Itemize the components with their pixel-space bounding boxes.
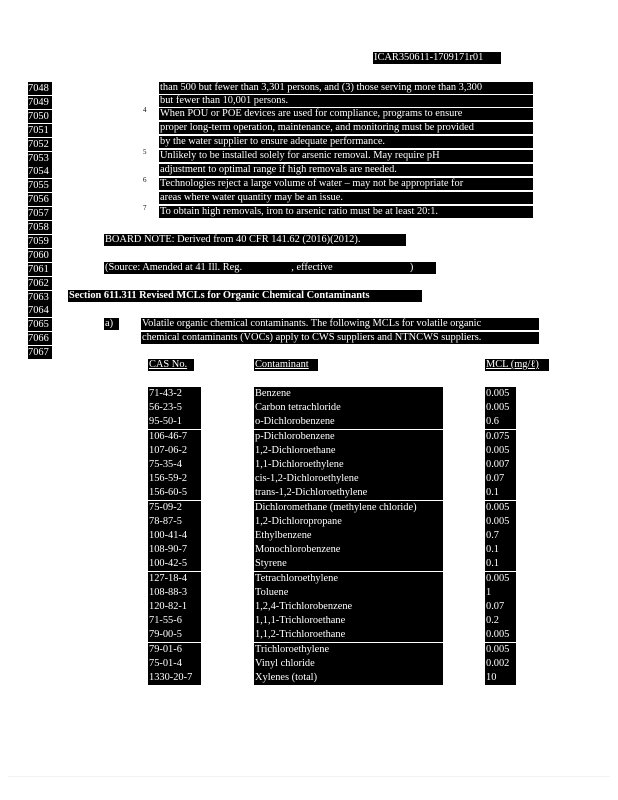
line-number: 7067 — [28, 346, 52, 359]
cas-cell: 108-90-7 — [148, 543, 201, 557]
cas-cell: 108-88-3 — [148, 586, 201, 600]
cas-cell: 107-06-2 — [148, 444, 201, 458]
line-number: 7061 — [28, 263, 52, 276]
line-number: 7053 — [28, 152, 52, 165]
footnote-text-line: When POU or POE devices are used for compliance, programs to ensure — [159, 108, 533, 120]
mcl-cell: 0.6 — [485, 415, 516, 429]
mcl-cell: 0.005 — [485, 572, 516, 586]
table-row — [0, 501, 618, 515]
cas-cell: 156-59-2 — [148, 472, 201, 486]
line-number: 7063 — [28, 291, 52, 304]
footnote-marker: 7 — [143, 204, 147, 212]
mcl-cell: 0.1 — [485, 543, 516, 557]
contaminant-cell: 1,2-Dichloropropane — [254, 515, 443, 529]
table-row — [0, 458, 618, 472]
line-number: 7058 — [28, 221, 52, 234]
contaminant-cell: o-Dichlorobenzene — [254, 415, 443, 429]
cas-cell: 156-60-5 — [148, 486, 201, 500]
footnote-text-line: areas where water quantity may be an issue. — [159, 192, 533, 204]
table-row — [0, 444, 618, 458]
cas-cell: 75-09-2 — [148, 501, 201, 515]
contaminant-cell: 1,2-Dichloroethane — [254, 444, 443, 458]
page-bottom-rule — [8, 776, 610, 777]
footnote-marker: 4 — [143, 106, 147, 114]
line-number: 7050 — [28, 110, 52, 123]
mcl-cell: 10 — [485, 671, 516, 685]
footnote-text-line: but fewer than 10,001 persons. — [159, 95, 533, 107]
contaminant-cell: Xylenes (total) — [254, 671, 443, 685]
source-note-effective: , effective — [291, 262, 333, 273]
contaminant-cell: cis-1,2-Dichloroethylene — [254, 472, 443, 486]
mcl-cell: 0.005 — [485, 628, 516, 642]
mcl-cell: 0.005 — [485, 444, 516, 458]
cas-cell: 100-41-4 — [148, 529, 201, 543]
footnote-marker: 6 — [143, 176, 147, 184]
contaminant-cell: Toluene — [254, 586, 443, 600]
mcl-cell: 1 — [485, 586, 516, 600]
mcl-cell: 0.075 — [485, 430, 516, 444]
line-number: 7065 — [28, 318, 52, 331]
contaminant-cell: Vinyl chloride — [254, 657, 443, 671]
cas-cell: 127-18-4 — [148, 572, 201, 586]
table-row — [0, 557, 618, 571]
section-heading: Section 611.311 Revised MCLs for Organic Chemical Contaminants — [68, 290, 422, 302]
table-row — [0, 643, 618, 657]
mcl-cell: 0.005 — [485, 643, 516, 657]
cas-cell: 56-23-5 — [148, 401, 201, 415]
line-number: 7051 — [28, 124, 52, 137]
line-number: 7048 — [28, 82, 52, 95]
footnote-marker: 5 — [143, 148, 147, 156]
board-note: BOARD NOTE: Derived from 40 CFR 141.62 (2016)(2012). — [104, 234, 406, 246]
contaminant-cell: Ethylbenzene — [254, 529, 443, 543]
line-number: 7052 — [28, 138, 52, 151]
mcl-cell: 0.1 — [485, 486, 516, 500]
mcl-cell: 0.007 — [485, 458, 516, 472]
line-number: 7060 — [28, 249, 52, 262]
contaminant-cell: Trichloroethylene — [254, 643, 443, 657]
table-row — [0, 430, 618, 444]
contaminant-cell: 1,2,4-Trichlorobenzene — [254, 600, 443, 614]
cas-cell: 100-42-5 — [148, 557, 201, 571]
table-row — [0, 586, 618, 600]
mcl-cell: 0.005 — [485, 501, 516, 515]
table-row — [0, 415, 618, 429]
cas-cell: 75-01-4 — [148, 657, 201, 671]
cas-cell: 79-00-5 — [148, 628, 201, 642]
footnote-text-line: than 500 but fewer than 3,301 persons, and (3) those serving more than 3,300 — [159, 82, 533, 94]
footnote-text-line: Technologies reject a large volume of water – may not be appropriate for — [159, 178, 533, 190]
mcl-cell: 0.005 — [485, 515, 516, 529]
cas-cell: 95-50-1 — [148, 415, 201, 429]
table-row — [0, 543, 618, 557]
contaminant-cell: 1,1,1-Trichloroethane — [254, 614, 443, 628]
source-note — [104, 262, 436, 274]
mcl-cell: 0.1 — [485, 557, 516, 571]
contaminant-cell: Monochlorobenzene — [254, 543, 443, 557]
table-row — [0, 600, 618, 614]
footnote-text-line: adjustment to optimal range if high removals are needed. — [159, 164, 533, 176]
footnote-text-line: proper long-term operation, maintenance, and monitoring must be provided — [159, 122, 533, 134]
table-row — [0, 614, 618, 628]
mcl-cell: 0.7 — [485, 529, 516, 543]
line-number: 7049 — [28, 96, 52, 109]
line-number: 7062 — [28, 277, 52, 290]
table-row — [0, 628, 618, 642]
contaminant-cell: p-Dichlorobenzene — [254, 430, 443, 444]
contaminant-cell: Dichloromethane (methylene chloride) — [254, 501, 443, 515]
line-number: 7055 — [28, 179, 52, 192]
cas-cell: 1330-20-7 — [148, 671, 201, 685]
table-row — [0, 515, 618, 529]
mcl-cell: 0.005 — [485, 387, 516, 401]
contaminant-cell: Tetrachloroethylene — [254, 572, 443, 586]
table-row — [0, 472, 618, 486]
table-row — [0, 671, 618, 685]
line-number: 7057 — [28, 207, 52, 220]
contaminant-cell: 1,1-Dichloroethylene — [254, 458, 443, 472]
cas-cell: 120-82-1 — [148, 600, 201, 614]
document-code: ICAR350611-1709171r01 — [373, 52, 501, 64]
source-note-prefix: (Source: Amended at 41 Ill. Reg. — [105, 262, 243, 273]
footnote-text-line: Unlikely to be installed solely for arsenic removal. May require pH — [159, 150, 533, 162]
mcl-cell: 0.2 — [485, 614, 516, 628]
cas-cell: 75-35-4 — [148, 458, 201, 472]
line-number: 7059 — [28, 235, 52, 248]
subsection-text-line: Volatile organic chemical contaminants. The following MCLs for volatile organic — [141, 318, 539, 330]
mcl-cell: 0.07 — [485, 600, 516, 614]
footnote-text-line: by the water supplier to ensure adequate performance. — [159, 136, 533, 148]
table-row — [0, 572, 618, 586]
mcl-cell: 0.005 — [485, 401, 516, 415]
cas-cell: 106-46-7 — [148, 430, 201, 444]
mcl-cell: 0.07 — [485, 472, 516, 486]
table-header-contaminant: Contaminant — [254, 359, 318, 371]
contaminant-cell: Carbon tetrachloride — [254, 401, 443, 415]
line-number: 7056 — [28, 193, 52, 206]
line-number: 7064 — [28, 304, 52, 317]
source-note-suffix: ) — [409, 262, 414, 273]
contaminant-cell: Styrene — [254, 557, 443, 571]
table-header-cas: CAS No. — [148, 359, 194, 371]
contaminant-cell: Benzene — [254, 387, 443, 401]
mcl-cell: 0.002 — [485, 657, 516, 671]
contaminant-cell: 1,1,2-Trichloroethane — [254, 628, 443, 642]
line-number: 7054 — [28, 165, 52, 178]
cas-cell: 71-43-2 — [148, 387, 201, 401]
subsection-label: a) — [104, 318, 119, 330]
footnote-text-line: To obtain high removals, iron to arsenic ratio must be at least 20:1. — [159, 206, 533, 218]
table-row — [0, 529, 618, 543]
subsection-text-line: chemical contaminants (VOCs) apply to CWS suppliers and NTNCWS suppliers. — [141, 332, 539, 344]
cas-cell: 79-01-6 — [148, 643, 201, 657]
table-header-mcl: MCL (mg/ℓ) — [485, 359, 549, 371]
table-row — [0, 486, 618, 500]
contaminant-cell: trans-1,2-Dichloroethylene — [254, 486, 443, 500]
line-number: 7066 — [28, 332, 52, 345]
table-row — [0, 401, 618, 415]
table-row — [0, 657, 618, 671]
cas-cell: 78-87-5 — [148, 515, 201, 529]
cas-cell: 71-55-6 — [148, 614, 201, 628]
table-row — [0, 387, 618, 401]
